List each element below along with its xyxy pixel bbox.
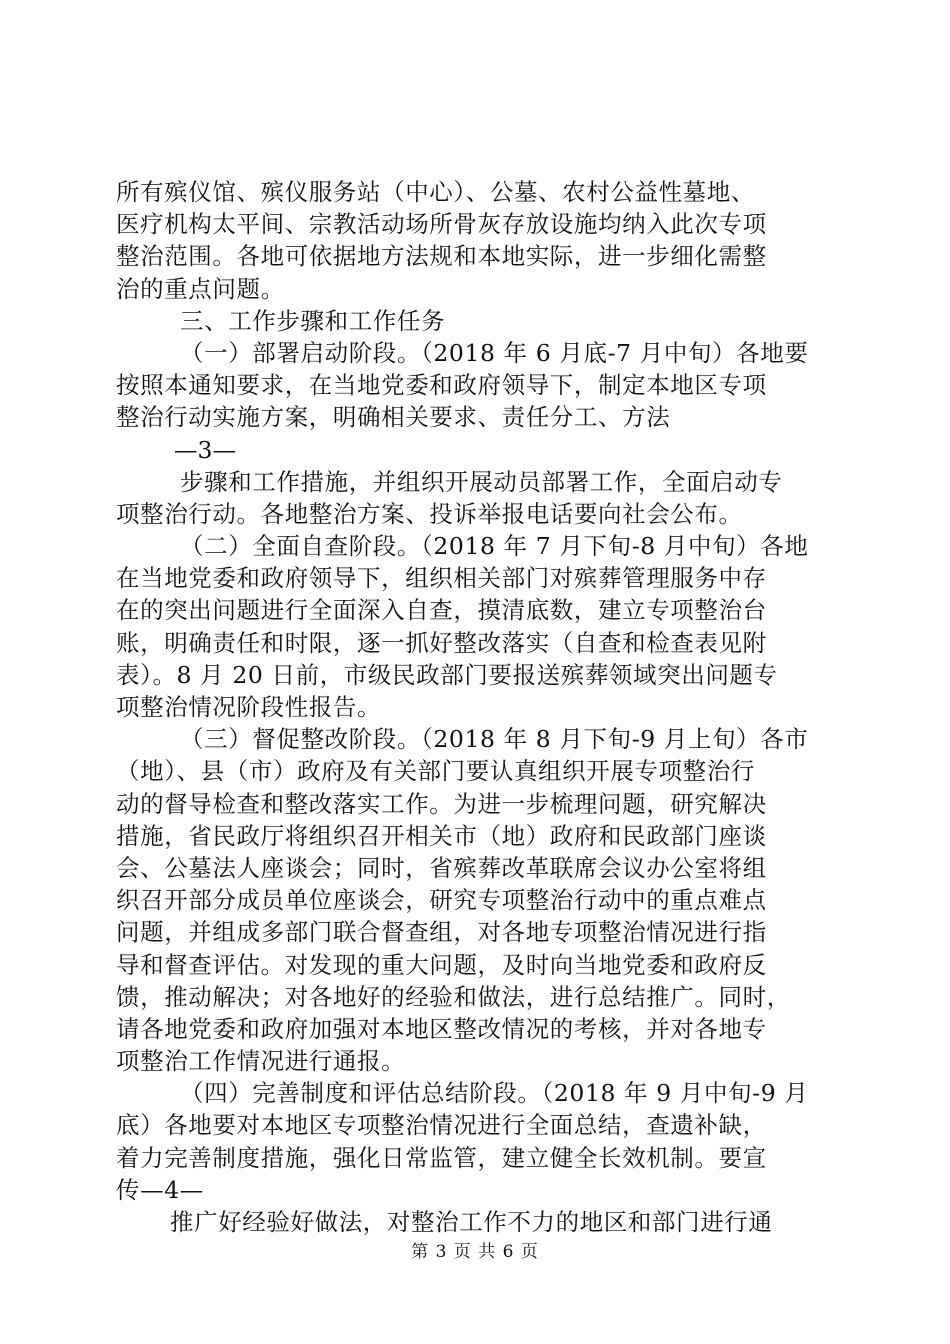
paragraph-line: 在当地党委和政府领导下，组织相关部门对殡葬管理服务中存 [116,564,767,593]
paragraph-line: 织召开部分成员单位座谈会，研究专项整治行动中的重点难点 [116,886,767,915]
paragraph-line: 步骤和工作措施，并组织开展动员部署工作，全面启动专 [180,467,783,496]
paragraph-line: 传—4— [116,1175,204,1204]
paragraph-line: （一）部署启动阶段。（2018 年 6 月底-7 月中旬）各地要 [180,338,809,367]
paragraph-line: 会、公墓法人座谈会；同时，省殡葬改革联席会议办公室将组 [116,853,767,882]
paragraph-line: 动的督导检查和整改落实工作。为进一步梳理问题，研究解决 [116,789,767,818]
paragraph-line: 项整治情况阶段性报告。 [116,693,382,721]
paragraph-line: 所有殡仪馆、殡仪服务站（中心）、公墓、农村公益性墓地、 [116,178,755,206]
paragraph-line: 导和督查评估。对发现的重大问题，及时向当地党委和政府反 [116,950,767,979]
paragraph-line: 整治行动实施方案，明确相关要求、责任分工、方法 [116,403,671,432]
paragraph-line: 治的重点问题。 [116,274,285,303]
paragraph-line: 整治范围。各地可依据地方法规和本地实际，进一步细化需整 [116,242,767,271]
paragraph-line: 着力完善制度措施，强化日常监管，建立健全长效机制。要宣 [116,1143,767,1172]
page-marker: —3— [174,435,236,464]
paragraph-line: 推广好经验好做法，对整治工作不力的地区和部门进行通 [170,1208,773,1236]
paragraph-line: 项整治行动。各地整治方案、投诉举报电话要向社会公布。 [116,499,743,528]
paragraph-line: 请各地党委和政府加强对本地区整改情况的考核，并对各地专 [116,1014,767,1043]
section-heading: 三、工作步骤和工作任务 [180,306,446,335]
paragraph-line: 问题，并组成多部门联合督查组，对各地专项整治情况进行指 [116,918,767,947]
paragraph-line: （地）、县（市）政府及有关部门要认真组织开展专项整治行 [116,757,755,786]
paragraph-line: 表）。8 月 20 日前，市级民政部门要报送殡葬领域突出问题专 [116,660,778,689]
paragraph-line: （二）全面自查阶段。（2018 年 7 月下旬-8 月中旬）各地 [180,532,809,561]
paragraph-line: 项整治工作情况进行通报。 [116,1047,406,1076]
paragraph-line: （四）完善制度和评估总结阶段。（2018 年 9 月中旬-9 月 [180,1079,809,1108]
paragraph-line: 账，明确责任和时限，逐一抓好整改落实（自查和检查表见附 [116,628,767,657]
paragraph-line: 底）各地要对本地区专项整治情况进行全面总结，查遗补缺， [116,1111,767,1140]
paragraph-line: 医疗机构太平间、宗教活动场所骨灰存放设施均纳入此次专项 [116,210,767,239]
page-footer: 第 3 页 共 6 页 [411,1242,539,1262]
paragraph-line: （三）督促整改阶段。（2018 年 8 月下旬-9 月上旬）各市 [180,725,809,754]
paragraph-line: 在的突出问题进行全面深入自查，摸清底数，建立专项整治台 [116,596,767,625]
paragraph-line: 馈，推动解决；对各地好的经验和做法，进行总结推广。同时， [116,982,791,1011]
document-body [116,176,836,1238]
paragraph-line: 按照本通知要求，在当地党委和政府领导下，制定本地区专项 [116,371,767,400]
paragraph-line: 措施，省民政厅将组织召开相关市（地）政府和民政部门座谈 [116,821,767,850]
